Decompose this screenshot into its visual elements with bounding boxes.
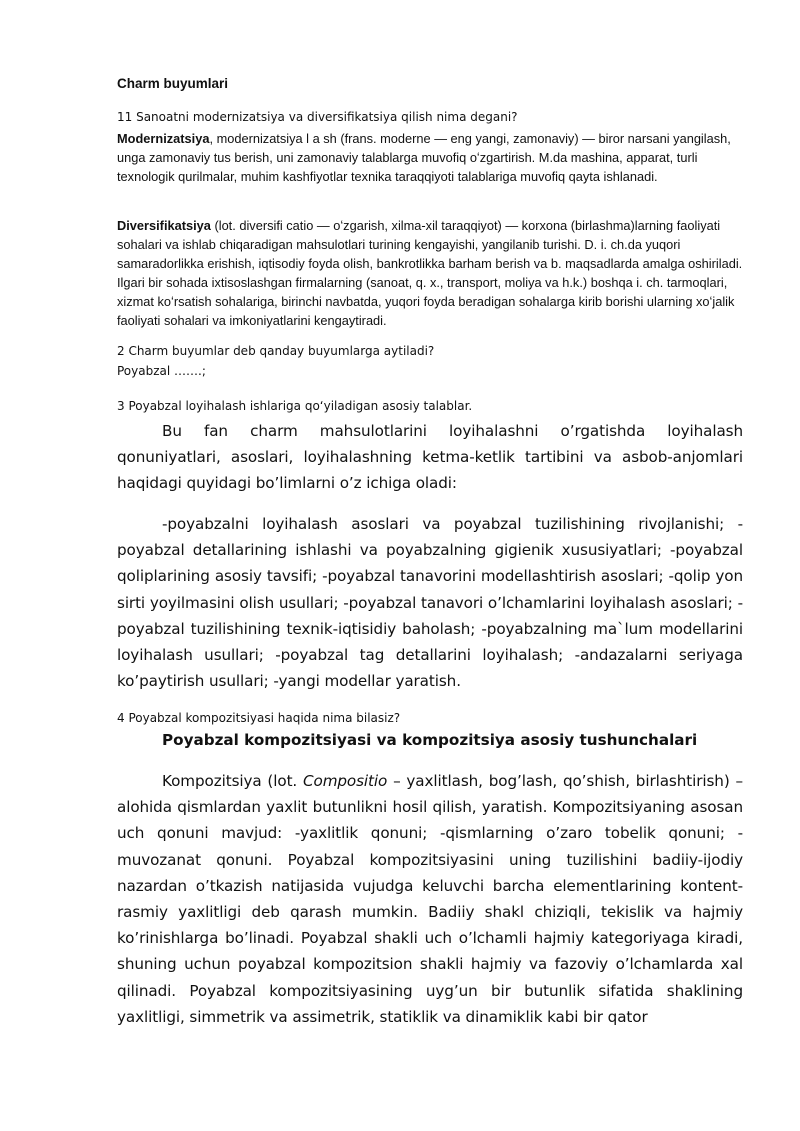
term-diversifikatsiya: Diversifikatsiya bbox=[117, 218, 211, 233]
term-modernizatsiya: Modernizatsiya bbox=[117, 131, 210, 146]
document-title: Charm buyumlari bbox=[117, 76, 229, 91]
answer-2: Poyabzal …….; bbox=[117, 364, 206, 378]
question-4: 4 Poyabzal kompozitsiyasi haqida nima bilasiz? bbox=[117, 711, 401, 725]
question-3: 3 Poyabzal loyihalash ishlariga qoʻyiladigan asosiy talablar. bbox=[117, 399, 473, 413]
paragraph-modernizatsiya bbox=[117, 129, 743, 186]
paragraph-kompozitsiya bbox=[117, 768, 743, 1030]
paragraph-diversifikatsiya bbox=[117, 216, 743, 330]
kompozitsiya-latin: Compositio bbox=[303, 772, 388, 790]
text-modernizatsiya: , modernizatsiya l a sh (frans. moderne — eng yangi, zamonaviy) — biror narsani yangilash, unga zamonaviy tus berish, uni zamonaviy talablarga muvofiq oʻzgartirish. M.da mashina, apparat, turli texnologik qurilmalar, muhim kashfiyotlar texnika taraqqiyoti talablariga muvofiq qayta ishlanadi. bbox=[117, 131, 731, 184]
question-1: 11 Sanoatni modernizatsiya va diversifikatsiya qilish nima degani? bbox=[117, 110, 518, 124]
kompozitsiya-rest: – yaxlitlash, bog’lash, qo’shish, birlashtirish) – alohida qismlardan yaxlit butunlikni hosil qilish, yaratish. Kompozitsiyaning asosan uch qonuni mavjud: -yaxlitlik qonuni; -qismlarning o’zaro tobelik qonuni; -muvozanat qonuni. Poyabzal kompozitsiyasini uning tuzilishini badiiy-ijodiy nazardan o’tkazish natijasida vujudga keluvchi barcha elementlarining kontent-rasmiy yaxlitligi deb qarash mumkin. Badiiy shakl chiziqli, tekislik va hajmiy ko’rinishlarga bo’linadi. Poyabzal shakli uch o’lchamli hajmiy kategoriyaga kiradi, shuning uchun poyabzal kompozitsion shakli hajmiy va fazoviy o’lchamlarda xal qilinadi. Poyabzal kompozitsiyasining uyg’un bir butunlik sifatida shaklining yaxlitligi, simmetrik va assimetrik, statiklik va dinamiklik kabi bir qator bbox=[117, 772, 743, 1026]
paragraph-loyihalash-list: -poyabzalni loyihalash asoslari va poyabzal tuzilishining rivojlanishi; -poyabzal detallarining ishlashi va poyabzalning gigienik xususiyatlari; -poyabzal qoliplarining asosiy tavsifi; -poyabzal tanavorini modellashtirish asoslari; -qolip yon sirti yoyilmasini olish usullari; -poyabzal tanavori o’lchamlarini loyihalash asoslari; -poyabzal tuzilishining texnik-iqtisidiy baholash; -poyabzalning ma`lum modellarini loyihalash usullari; -poyabzal tag detallarini loyihalash; -andazalarni seriyaga ko’paytirish usullari; -yangi modellar yaratish. bbox=[117, 515, 743, 691]
text-diversifikatsiya: (lot. diversifi catio — oʻzgarish, xilma-xil taraqqiyot) — korxona (birlashma)larning faoliyati sohalari va ishlab chiqaradigan mahsulotlari turining kengayishi, yangilanib turishi. D. i. ch.da yuqori samaradorlikka erishish, iqtisodiy foyda olish, bankrotlikka barham berish va b. maqsadlarda amalga oshiriladi. Ilgari bir sohada ixtisoslashgan firmalarning (sanoat, q. x., transport, moliya va h.k.) boshqa i. ch. tarmoqlari, xizmat koʻrsatish sohalariga, birinchi navbatda, yuqori foyda beradigan sohalarga kirib borishi ularning xoʻjalik faoliyati sohalari va imkoniyatlarini kengaytiradi. bbox=[117, 218, 743, 328]
kompozitsiya-start: Kompozitsiya (lot. bbox=[162, 772, 303, 790]
paragraph-loyihalash-intro: Bu fan charm mahsulotlarini loyihalashni o’rgatishda loyihalash qonuniyatlari, asoslari, loyihalashning ketma-ketlik tartibini va asbob-anjomlari haqidagi quyidagi bo’limlarni o’z ichiga oladi: bbox=[117, 422, 743, 493]
question-2: 2 Charm buyumlar deb qanday buyumlarga aytiladi? bbox=[117, 344, 435, 358]
section-heading: Poyabzal kompozitsiyasi va kompozitsiya asosiy tushunchalari bbox=[162, 731, 698, 749]
